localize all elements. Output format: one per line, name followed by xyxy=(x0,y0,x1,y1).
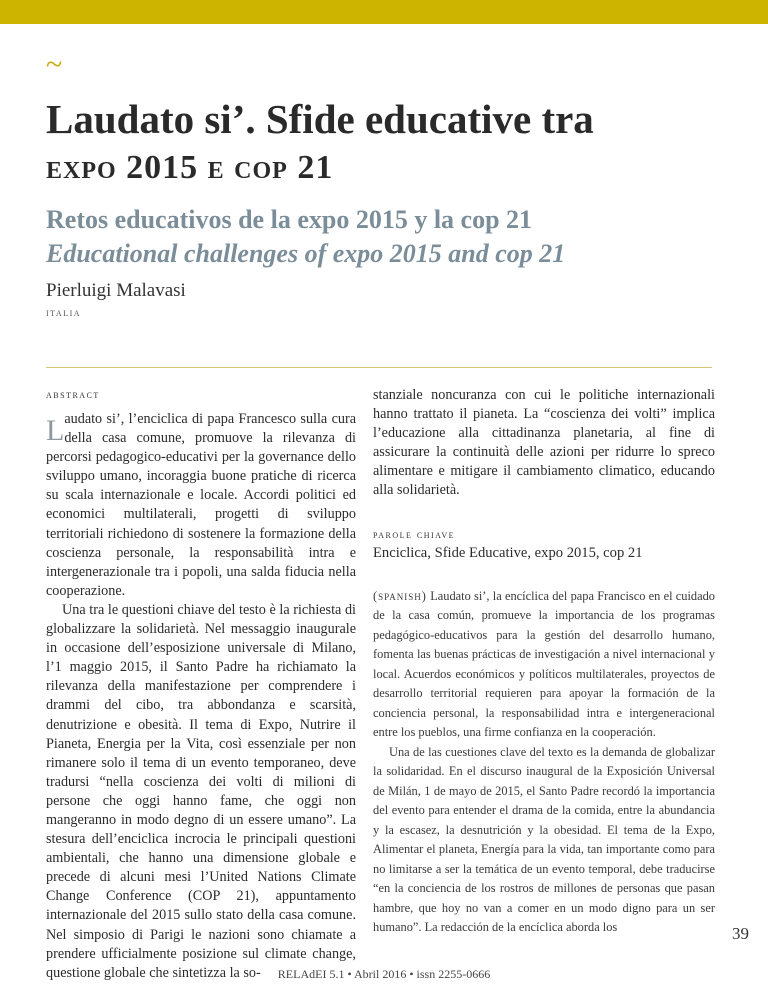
abstract-paragraph-1 xyxy=(46,410,356,601)
abstract-label: abstract xyxy=(46,387,100,401)
tilde-ornament: ~ xyxy=(46,48,63,81)
article-title-line2: expo 2015 e cop 21 xyxy=(46,149,334,186)
author-name: Pierluigi Malavasi xyxy=(46,280,186,301)
spanish-abstract-paragraph-1 xyxy=(373,587,715,743)
right-column xyxy=(373,387,715,938)
subtitle-spanish: Retos educativos de la expo 2015 y la cop 21 xyxy=(46,205,533,234)
abstract-paragraph-2: Una tra le questioni chiave del testo è la richiesta di globalizzare la solidarietà. Nel messaggio inaugurale in occasione dell’esposizione universale di Milano, l’1 maggio 2015, il Santo Padre ha richiamato la rilevanza della manifestazione per comprendere i drammi del cibo, tra abbondanza e scarsità, denutrizione e obesità. Il tema di Expo, Nutrire il Pianeta, Energia per la Vita, così essenziale per non rimanere solo il tema di un evento temporaneo, deve tradursi “nella coscienza dei volti di milioni di persone che oggi hanno fame, che oggi non mangeranno in modo degno di un essere umano”. La stesura dell’enciclica incrocia le principali questioni ambientali, che hanno una dimensione globale e precede di alcuni mesi l’United Nations Climate Change Conference (COP 21), appuntamento internazionale del 2015 sullo stato della casa comune. Nel simposio di Parigi le nazioni sono chiamate a prendere ufficialmente posizione sul climate change, questione globale che sintetizza la so- xyxy=(46,601,356,981)
subtitle-english: Educational challenges of expo 2015 and cop 21 xyxy=(46,239,566,268)
article-title: Laudato si’. Sfide educative tra xyxy=(46,96,594,142)
top-accent-bar xyxy=(0,0,768,24)
author-country: italia xyxy=(46,305,82,319)
keywords-label: parole chiave xyxy=(373,526,456,541)
journal-footer: RELAdEI 5.1 • Abril 2016 • issn 2255-0666 xyxy=(277,967,491,981)
abstract-paragraph-2-continued: stanziale noncuranza con cui le politiche internazionali hanno trattato il pianeta. La “coscienza dei volti” implica l’educazione alla cittadinanza planetaria, al fine di assicurare la continuità delle azioni per ridurre lo spreco alimentare e mitigare il cambiamento climatico, educando alla solidarietà. xyxy=(373,387,715,499)
page-number: 39 xyxy=(732,924,749,943)
left-column xyxy=(46,387,356,983)
spanish-paragraph-1-text: Laudato si’, la encíclica del papa Francisco en el cuidado de la casa común, promueve la importancia de los programas pedagógico-educativos para la gestión del desarrollo humano, fomenta las buenas prácticas de investigación a nivel internacional y local. Acuerdos económicos y políticos multilaterales, proyectos de desarrollo territorial requieren para apoyar la formación de la conciencia personal, la responsabilidad intra e intergeneracional entre los pueblos, una firme confianza en la cooperación. xyxy=(373,588,715,740)
keywords-text: Enciclica, Sfide Educative, expo 2015, cop 21 xyxy=(373,544,643,561)
drop-cap: L xyxy=(46,414,65,447)
section-divider xyxy=(46,367,712,368)
spanish-abstract-paragraph-2: Una de las cuestiones clave del texto es la demanda de globalizar la solidaridad. En el discurso inaugural de la Exposición Universal de Milán, 1 de mayo de 2015, el Santo Padre recordó la importancia del evento para entender el drama de la comida, entre la abundancia y la escasez, la desnutrición y la obesidad. El tema de la Expo, Alimentar el planeta, Energía para la vida, tan importante como para no limitarse a ser la temática de un evento temporal, debe traducirse “en la conciencia de los rostros de millones de personas que pasan hambre, que hoy no van a comer en un modo digno para un ser humano”. La redacción de la encíclica aborda los xyxy=(373,744,715,935)
abstract-paragraph-1-text: audato si’, l’enciclica di papa Francesco sulla cura della casa comune, promuove la rilevanza di percorsi pedagogico-educativi per la governance dello sviluppo umano, incoraggia buone pratiche di ricerca su scala internazionale e locale. Accordi politici ed economici multilaterali, progetti di sviluppo territoriali richiedono di sostenere la formazione della coscienza personale, la responsabilità intra e intergenerazionale tra i popoli, una salda fiducia nella cooperazione. xyxy=(46,411,356,599)
spanish-tag: (spanish) xyxy=(373,588,427,603)
